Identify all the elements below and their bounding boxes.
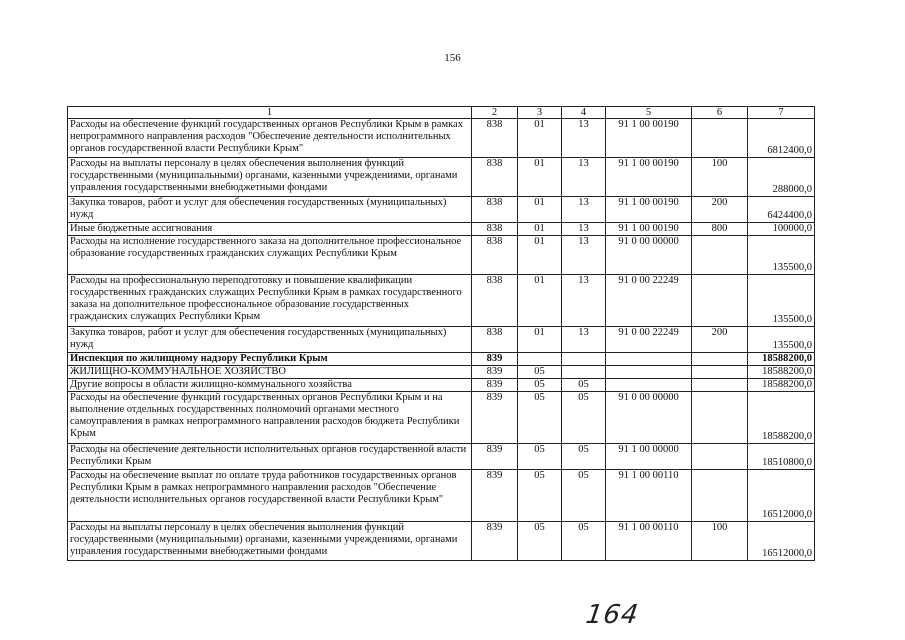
column-header: 6 [692, 107, 748, 119]
column-header-row [68, 107, 815, 119]
expense-type-code [692, 119, 748, 158]
row-description: Расходы на обеспечение выплат по оплате труда работников государственных органов Республики Крым в рамках непрограммного направления расходов "Обеспечение деятельности исполнительных органов государственной власти Республики Крым" [68, 470, 472, 522]
ministry-code: 839 [472, 444, 518, 470]
subsection-code [562, 366, 606, 379]
column-header: 1 [68, 107, 472, 119]
subsection-code: 05 [562, 379, 606, 392]
amount-value: 135500,0 [748, 236, 815, 275]
expense-type-code [692, 275, 748, 327]
expense-type-code [692, 392, 748, 444]
amount-value: 18588200,0 [748, 353, 815, 366]
section-code: 05 [518, 379, 562, 392]
target-article-code: 91 1 00 00110 [606, 470, 692, 522]
row-description: Расходы на выплаты персоналу в целях обеспечения выполнения функций государственными (муниципальными) органами, казенными учреждениями, органами управления государственными внебюджетными фондами [68, 522, 472, 561]
subsection-code: 13 [562, 158, 606, 197]
amount-value: 100000,0 [748, 223, 815, 236]
ministry-code: 839 [472, 353, 518, 366]
row-description: Расходы на профессиональную переподготовку и повышение квалификации государственных гражданских служащих Республики Крым в рамках государственного заказа на дополнительное профессиональное образование государственных гражданских служащих Республики Крым [68, 275, 472, 327]
target-article-code: 91 1 00 00110 [606, 522, 692, 561]
expense-type-code: 100 [692, 522, 748, 561]
target-article-code: 91 0 00 22249 [606, 327, 692, 353]
subsection-code: 05 [562, 470, 606, 522]
ministry-code: 839 [472, 379, 518, 392]
amount-value: 16512000,0 [748, 522, 815, 561]
row-description: Расходы на обеспечение функций государственных органов Республики Крым в рамках непрограммного направления расходов "Обеспечение деятельности исполнительных органов государственной власти Республики Крым" [68, 119, 472, 158]
section-code [518, 353, 562, 366]
table-row [68, 353, 815, 366]
column-header: 4 [562, 107, 606, 119]
target-article-code: 91 0 00 00000 [606, 392, 692, 444]
subsection-code: 13 [562, 197, 606, 223]
subsection-code: 13 [562, 236, 606, 275]
amount-value: 18510800,0 [748, 444, 815, 470]
subsection-code: 05 [562, 392, 606, 444]
expense-type-code: 200 [692, 197, 748, 223]
subsection-code: 05 [562, 444, 606, 470]
row-description: Расходы на обеспечение функций государственных органов Республики Крым и на выполнение отдельных государственных полномочий органами местного самоуправления в рамках непрограммного направления расходов бюджета Республики Крым [68, 392, 472, 444]
amount-value: 135500,0 [748, 327, 815, 353]
section-code: 01 [518, 236, 562, 275]
expense-type-code [692, 366, 748, 379]
table-row [68, 444, 815, 470]
target-article-code: 91 1 00 00190 [606, 119, 692, 158]
expense-type-code: 200 [692, 327, 748, 353]
subsection-code: 13 [562, 327, 606, 353]
amount-value: 6812400,0 [748, 119, 815, 158]
table-row [68, 522, 815, 561]
target-article-code: 91 0 00 00000 [606, 236, 692, 275]
column-header: 5 [606, 107, 692, 119]
section-code: 05 [518, 392, 562, 444]
ministry-code: 839 [472, 522, 518, 561]
row-description: Расходы на обеспечение деятельности исполнительных органов государственной власти Республики Крым [68, 444, 472, 470]
row-description: ЖИЛИЩНО-КОММУНАЛЬНОЕ ХОЗЯЙСТВО [68, 366, 472, 379]
ministry-code: 838 [472, 158, 518, 197]
table-row [68, 379, 815, 392]
table-row [68, 158, 815, 197]
row-description: Расходы на исполнение государственного заказа на дополнительное профессиональное образование государственных гражданских служащих Республики Крым [68, 236, 472, 275]
subsection-code: 13 [562, 119, 606, 158]
amount-value: 18588200,0 [748, 379, 815, 392]
subsection-code [562, 353, 606, 366]
row-description: Другие вопросы в области жилищно-коммунального хозяйства [68, 379, 472, 392]
amount-value: 18588200,0 [748, 392, 815, 444]
amount-value: 135500,0 [748, 275, 815, 327]
ministry-code: 838 [472, 119, 518, 158]
expense-type-code [692, 353, 748, 366]
subsection-code: 13 [562, 275, 606, 327]
target-article-code: 91 1 00 00190 [606, 223, 692, 236]
subsection-code: 13 [562, 223, 606, 236]
section-code: 01 [518, 119, 562, 158]
table-row [68, 470, 815, 522]
section-code: 05 [518, 470, 562, 522]
row-description: Расходы на выплаты персоналу в целях обеспечения выполнения функций государственными (муниципальными) органами, казенными учреждениями, органами управления государственными внебюджетными фондами [68, 158, 472, 197]
ministry-code: 838 [472, 197, 518, 223]
table-row [68, 275, 815, 327]
row-description: Инспекция по жилищному надзору Республики Крым [68, 353, 472, 366]
table-row [68, 119, 815, 158]
target-article-code [606, 366, 692, 379]
section-code: 01 [518, 327, 562, 353]
section-code: 01 [518, 197, 562, 223]
table-row [68, 236, 815, 275]
section-code: 01 [518, 223, 562, 236]
table-row [68, 223, 815, 236]
column-header: 3 [518, 107, 562, 119]
ministry-code: 838 [472, 327, 518, 353]
expense-type-code [692, 236, 748, 275]
table-row [68, 327, 815, 353]
ministry-code: 839 [472, 470, 518, 522]
amount-value: 288000,0 [748, 158, 815, 197]
target-article-code: 91 0 00 22249 [606, 275, 692, 327]
ministry-code: 839 [472, 392, 518, 444]
section-code: 05 [518, 522, 562, 561]
ministry-code: 838 [472, 223, 518, 236]
expense-type-code [692, 470, 748, 522]
handwritten-page-number: 164 [583, 600, 641, 630]
budget-table [67, 106, 815, 561]
row-description: Иные бюджетные ассигнования [68, 223, 472, 236]
target-article-code: 91 1 00 00190 [606, 197, 692, 223]
column-header: 2 [472, 107, 518, 119]
section-code: 01 [518, 158, 562, 197]
target-article-code: 91 1 00 00000 [606, 444, 692, 470]
subsection-code: 05 [562, 522, 606, 561]
expense-type-code: 100 [692, 158, 748, 197]
section-code: 05 [518, 366, 562, 379]
table-row [68, 392, 815, 444]
section-code: 05 [518, 444, 562, 470]
expense-type-code: 800 [692, 223, 748, 236]
column-header: 7 [748, 107, 815, 119]
section-code: 01 [518, 275, 562, 327]
target-article-code [606, 353, 692, 366]
expense-type-code [692, 379, 748, 392]
row-description: Закупка товаров, работ и услуг для обеспечения государственных (муниципальных) нужд [68, 197, 472, 223]
table-row [68, 197, 815, 223]
table-row [68, 366, 815, 379]
target-article-code [606, 379, 692, 392]
ministry-code: 838 [472, 275, 518, 327]
page-number: 156 [444, 52, 461, 64]
row-description: Закупка товаров, работ и услуг для обеспечения государственных (муниципальных) нужд [68, 327, 472, 353]
ministry-code: 838 [472, 236, 518, 275]
target-article-code: 91 1 00 00190 [606, 158, 692, 197]
expense-type-code [692, 444, 748, 470]
ministry-code: 839 [472, 366, 518, 379]
amount-value: 6424400,0 [748, 197, 815, 223]
amount-value: 16512000,0 [748, 470, 815, 522]
amount-value: 18588200,0 [748, 366, 815, 379]
